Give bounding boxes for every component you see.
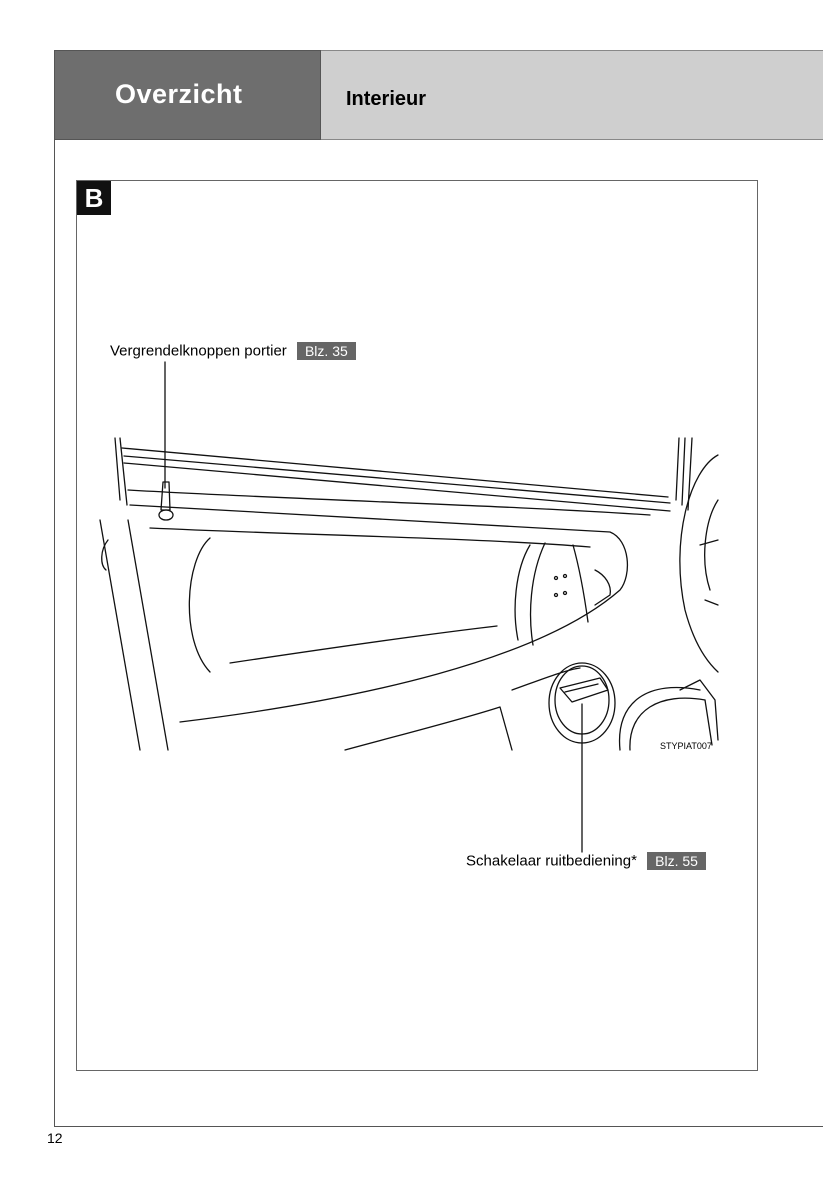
door-panel-outline <box>100 490 650 750</box>
callout-door-lock <box>110 342 356 360</box>
steering-wheel-edge <box>680 455 718 672</box>
callout-label: Vergrendelknoppen portier <box>110 342 287 360</box>
subsection-title: Interieur <box>346 88 427 110</box>
page-ref-badge[interactable]: Blz. 35 <box>297 342 356 360</box>
figure-letter-badge: B <box>77 181 111 215</box>
asterisk-mark: * <box>631 852 637 869</box>
page-ref-badge[interactable]: Blz. 55 <box>647 852 706 870</box>
section-title: Overzicht <box>115 79 243 109</box>
page-number: 12 <box>47 1130 63 1146</box>
door-lock-knob <box>159 482 173 520</box>
air-vent <box>620 680 718 750</box>
door-handle-recess <box>515 543 610 645</box>
callout-window-switch <box>466 852 706 870</box>
window-frame-lines <box>115 438 692 511</box>
image-code: STYPIAT007 <box>660 741 712 751</box>
callout-label: Schakelaar ruitbediening <box>466 852 632 870</box>
